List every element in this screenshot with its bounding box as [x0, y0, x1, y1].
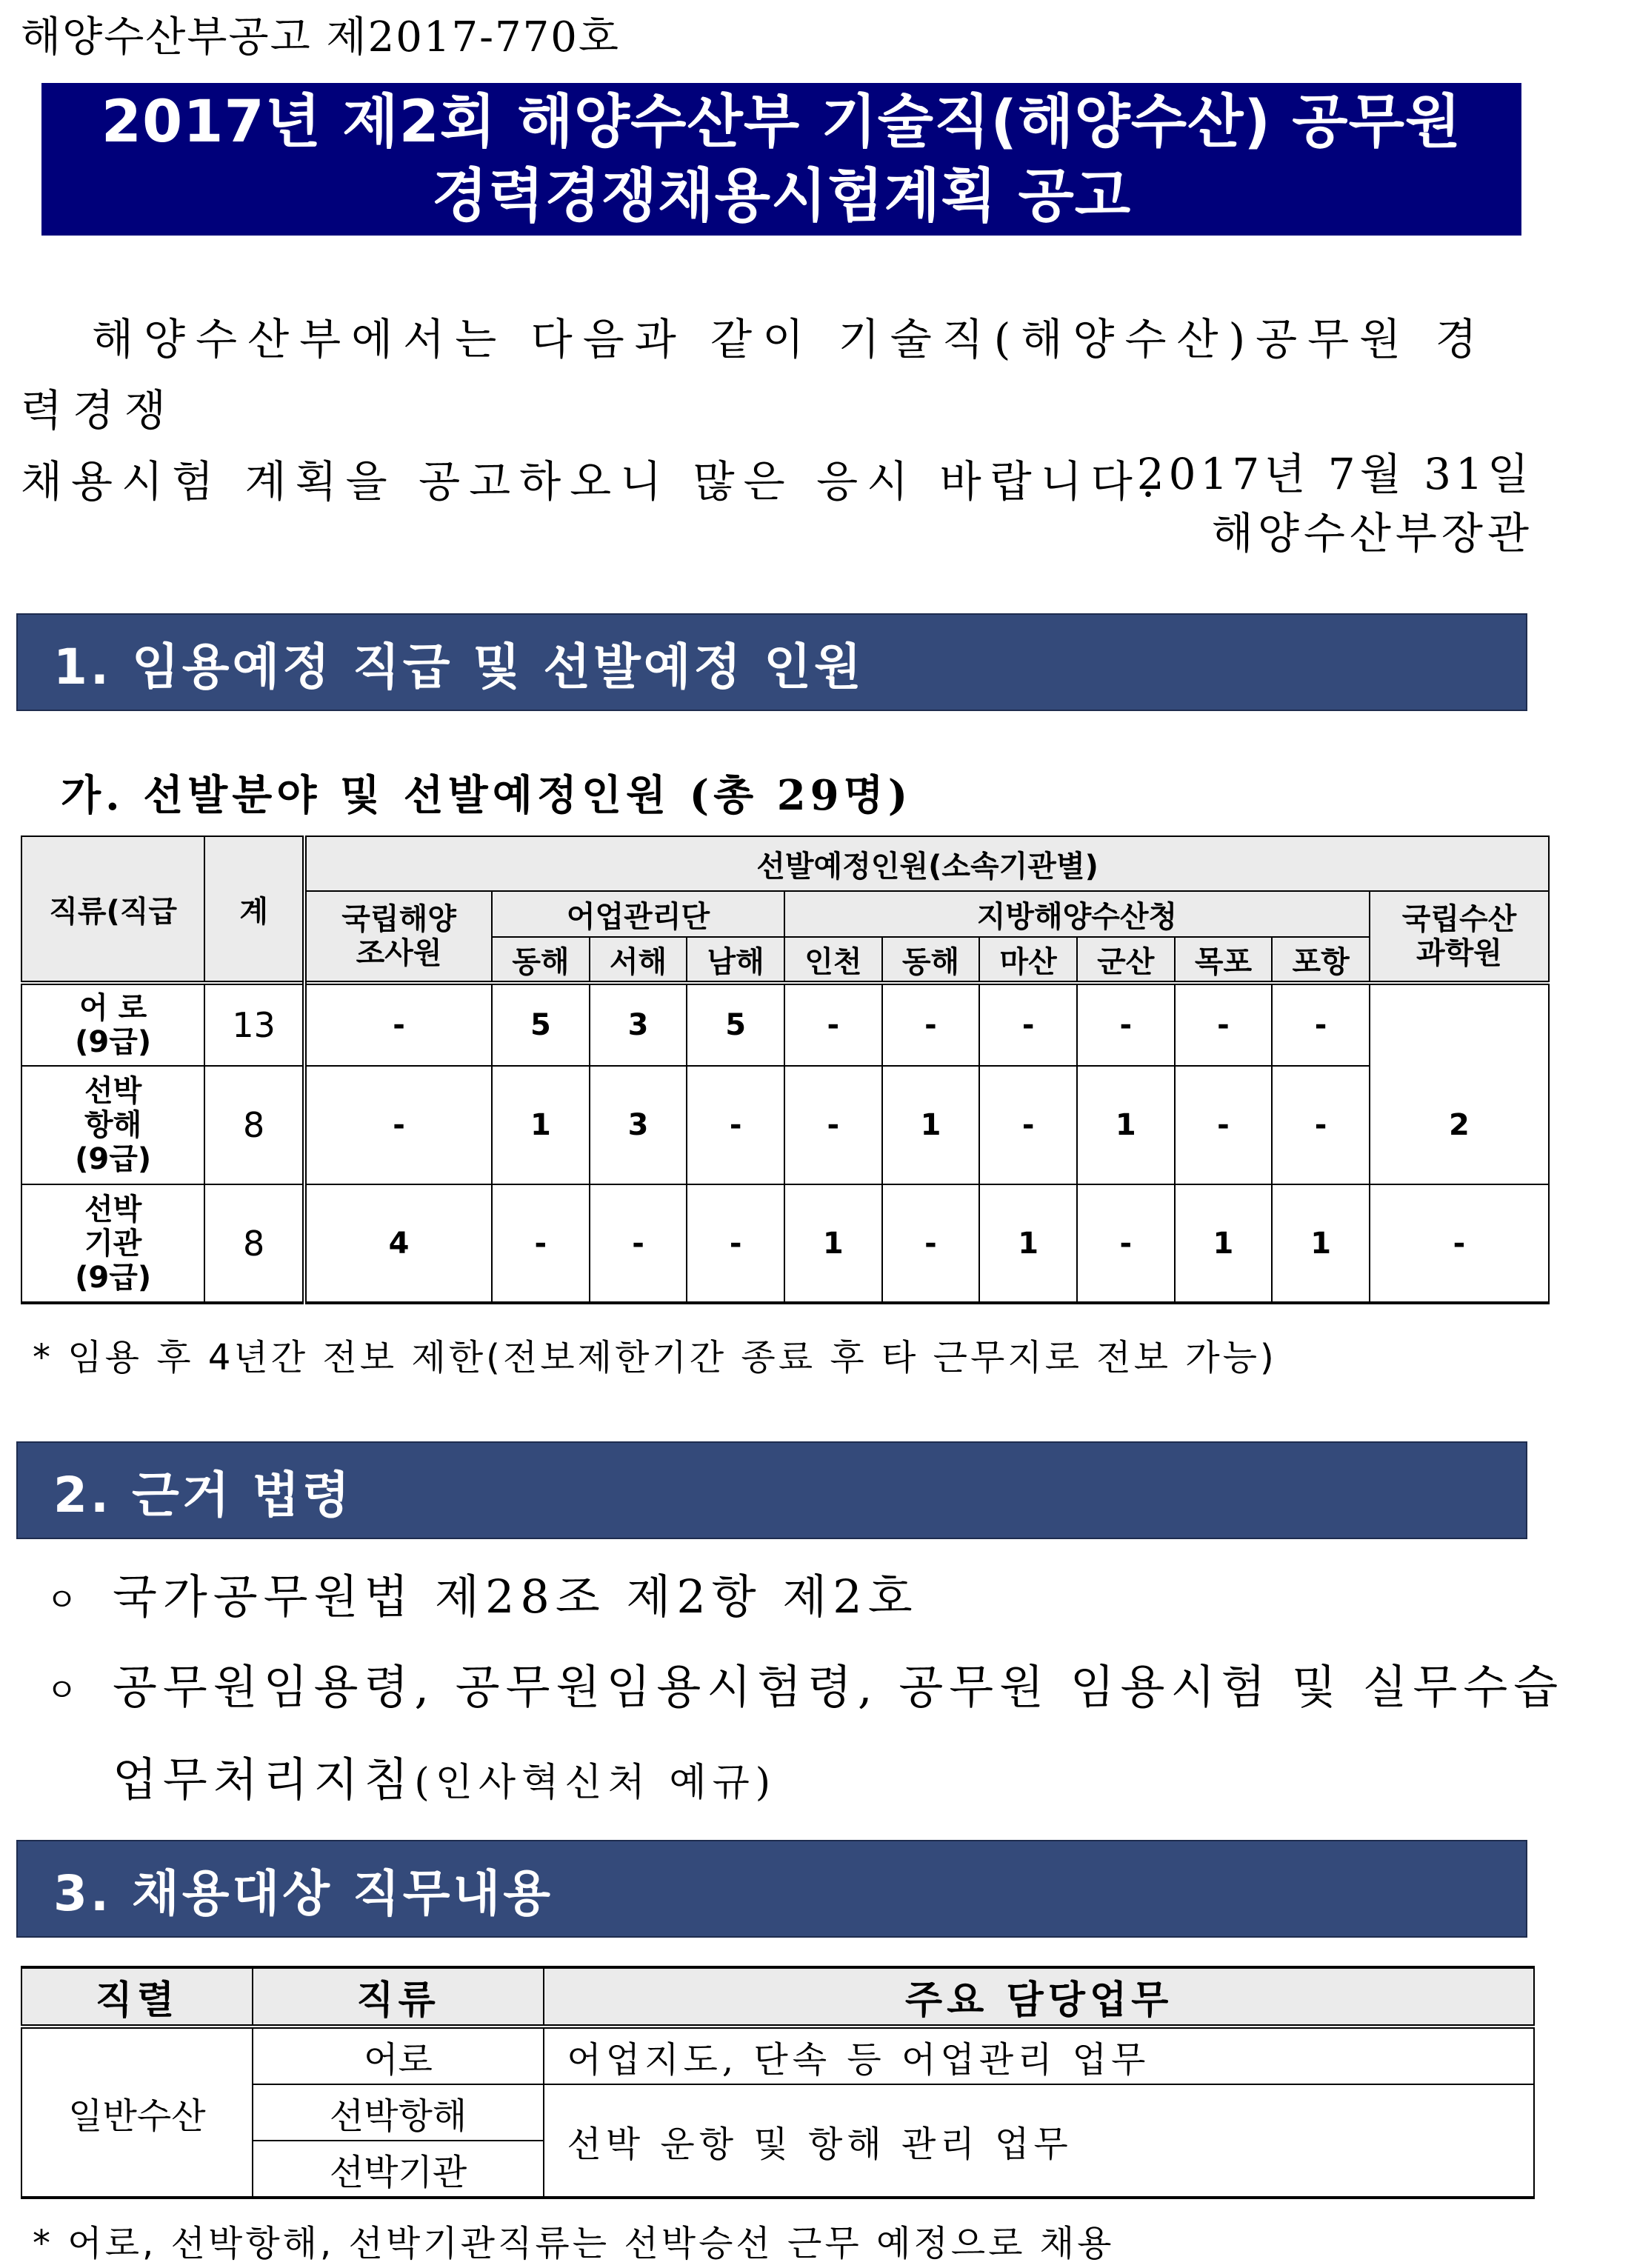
row-category: 어 로 (9급) — [21, 983, 204, 1066]
row-category: 선박 항해 (9급) — [21, 1066, 204, 1184]
duty-cell: 선박 운항 및 항해 관리 업무 — [544, 2084, 1534, 2198]
row-value: 2 — [1370, 1066, 1549, 1184]
row-value: 1 — [492, 1066, 590, 1184]
row-value: - — [687, 1066, 784, 1184]
row-value: - — [687, 1184, 784, 1303]
sub-header: 인천 — [784, 937, 882, 983]
header-regional-office: 지방해양수산청 — [784, 891, 1370, 937]
intro-line-2: 채용시험 계획을 공고하오니 많은 응시 바랍니다. — [21, 456, 1164, 507]
sub-header: 남해 — [687, 937, 784, 983]
header-group: 선발예정인원(소속기관별) — [304, 836, 1549, 891]
row-category: 선박 기관 (9급) — [21, 1184, 204, 1303]
legal-basis-item — [46, 1552, 918, 1645]
title-banner — [41, 83, 1521, 236]
row-value: - — [1272, 983, 1370, 1066]
section-2-heading: 2. 근거 법령 — [16, 1441, 1527, 1539]
sub-header: 서해 — [590, 937, 687, 983]
class-cell: 선박기관 — [253, 2141, 544, 2198]
class-cell: 선박항해 — [253, 2084, 544, 2141]
header-fisheries-agency: 어업관리단 — [492, 891, 784, 937]
notice-number: 해양수산부공고 제2017-770호 — [21, 13, 620, 61]
row-value: 1 — [979, 1184, 1077, 1303]
row-value: - — [304, 983, 492, 1066]
bullet-mark: ㅇ — [46, 1581, 84, 1619]
section-3-note: * 어로, 선박항해, 선박기관직류는 선박승선 근무 예정으로 채용 — [33, 2223, 1115, 2264]
header-kiost: 국립해양 조사원 — [304, 891, 492, 983]
row-value: 3 — [590, 983, 687, 1066]
header-duty: 주요 담당업무 — [544, 1967, 1534, 2027]
row-value: - — [492, 1184, 590, 1303]
header-class: 직류 — [253, 1967, 544, 2027]
title-line-2: 경력경쟁채용시험계획 공고 — [431, 163, 1132, 230]
section-1-subheading: 가. 선발분야 및 선발예정인원 (총 29명) — [61, 771, 913, 820]
sub-header: 목포 — [1175, 937, 1273, 983]
section-1-note: * 임용 후 4년간 전보 제한(전보제한기간 종료 후 타 근무지로 전보 가능) — [33, 1337, 1277, 1378]
row-value: - — [304, 1066, 492, 1184]
legal-basis-item — [46, 1643, 1564, 1827]
row-value: 1 — [1272, 1184, 1370, 1303]
row-value: 1 — [784, 1184, 882, 1303]
legal-basis-text: 공무원임용령, 공무원임용시험령, 공무원 임용시험 및 실무수습 — [113, 1660, 1564, 1714]
row-value: - — [979, 1066, 1077, 1184]
row-value: - — [1175, 1066, 1273, 1184]
row-value: - — [1272, 1066, 1370, 1184]
row-value: - — [979, 983, 1077, 1066]
header-nifs: 국립수산 과학원 — [1370, 891, 1549, 983]
row-value: 1 — [1077, 1066, 1175, 1184]
duty-cell: 어업지도, 단속 등 어업관리 업무 — [544, 2027, 1534, 2084]
recruitment-table — [21, 836, 1550, 1304]
row-value: 4 — [304, 1184, 492, 1303]
row-value: - — [784, 1066, 882, 1184]
header-total: 계 — [204, 836, 304, 983]
legal-basis-text: 국가공무원법 제28조 제2항 제2호 — [113, 1570, 918, 1624]
row-total: 8 — [204, 1066, 304, 1184]
row-value: 5 — [492, 983, 590, 1066]
header-category: 직류(직급 — [21, 836, 204, 983]
date-signature — [1137, 444, 1533, 563]
class-cell: 어로 — [253, 2027, 544, 2084]
series-cell: 일반수산 — [21, 2027, 253, 2198]
row-value: - — [1077, 1184, 1175, 1303]
row-value: 1 — [882, 1066, 980, 1184]
row-value: 1 — [1175, 1184, 1273, 1303]
row-total: 13 — [204, 983, 304, 1066]
row-value: - — [882, 1184, 980, 1303]
title-line-1: 2017년 제2회 해양수산부 기술직(해양수산) 공무원 — [101, 89, 1462, 156]
intro-line-1: 해양수산부에서는 다음과 같이 기술직(해양수산)공무원 경력경쟁 — [21, 314, 1487, 436]
row-value: - — [1175, 983, 1273, 1066]
row-value: - — [1077, 983, 1175, 1066]
sub-header: 동해 — [492, 937, 590, 983]
legal-basis-text-cont: 업무처리지침 — [113, 1752, 415, 1807]
legal-basis-paren: (인사혁신처 예규) — [414, 1760, 777, 1805]
row-value: - — [784, 983, 882, 1066]
duty-table — [21, 1966, 1535, 2199]
sub-header: 마산 — [979, 937, 1077, 983]
sub-header: 포항 — [1272, 937, 1370, 983]
row-value: - — [590, 1184, 687, 1303]
announcement-date: 2017년 7월 31일 — [1136, 449, 1533, 499]
row-value: - — [882, 983, 980, 1066]
signer: 해양수산부장관 — [1211, 508, 1533, 558]
header-series: 직렬 — [21, 1967, 253, 2027]
section-3-heading: 3. 채용대상 직무내용 — [16, 1840, 1527, 1938]
bullet-mark: ㅇ — [46, 1671, 84, 1710]
row-value: - — [1370, 1184, 1549, 1303]
section-1-heading: 1. 임용예정 직급 및 선발예정 인원 — [16, 613, 1527, 711]
sub-header: 동해 — [882, 937, 980, 983]
row-total: 8 — [204, 1184, 304, 1303]
row-value: 3 — [590, 1066, 687, 1184]
sub-header: 군산 — [1077, 937, 1175, 983]
row-value — [1370, 983, 1549, 1066]
row-value: 5 — [687, 983, 784, 1066]
